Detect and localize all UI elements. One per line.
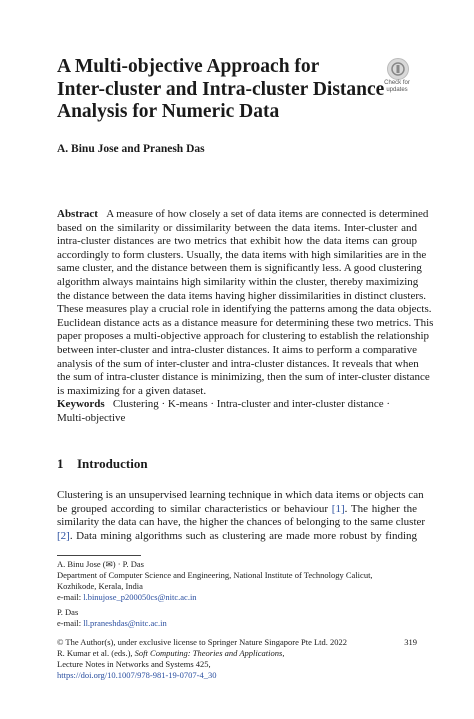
intro-text: . The higher the — [344, 502, 417, 515]
abstract-line: between inter-cluster and intra-cluster distances. It aims to perform a comparative — [57, 343, 417, 356]
title-line: A Multi-objective Approach for — [57, 56, 320, 77]
section-heading — [57, 456, 148, 472]
abstract-line: paper proposes a multi-objective approach for clustering to establish the relationship — [57, 330, 430, 343]
abstract-line: same cluster, and the distance between them is significantly less. A good clustering — [57, 262, 422, 275]
abstract-line: based on the similarity or dissimilarity between the data items. Inter-cluster and — [57, 221, 417, 234]
intro-text: . Data mining algorithms such as clustering are made more robust by finding — [69, 529, 417, 542]
email-label: e-mail: — [57, 592, 84, 602]
abstract — [57, 208, 434, 398]
abstract-line: the distance between the data items having higher dissimilarities in distinct clusters. — [57, 289, 427, 302]
badge-line: Check for — [384, 80, 410, 86]
abstract-line: intra-cluster distances are two metrics that exhibit how the data items can group — [57, 235, 417, 248]
doi-link[interactable]: https://doi.org/10.1007/978-981-19-0707-4_30 — [57, 670, 217, 680]
email-link[interactable]: l.binujose_p200050cs@nitc.ac.in — [83, 592, 197, 602]
affiliation-department: Department of Computer Science and Engineering, National Institute of Technology Calicut, — [57, 570, 373, 580]
check-for-updates-badge[interactable] — [376, 58, 418, 98]
abstract-line: analysis of the sum of inter-cluster and intra-cluster distances. It reveals that when — [57, 357, 419, 370]
abstract-line: These measures play a crucial role in identifying the patterns among the data objects. — [57, 303, 432, 316]
paper-title — [57, 56, 385, 124]
citation-text: , — [282, 648, 285, 658]
intro-text: be grouped according to similar characteristics or behaviour — [57, 502, 332, 515]
copyright-block — [57, 637, 417, 681]
author-affiliation — [57, 607, 417, 629]
page-number: 319 — [404, 637, 417, 647]
affiliation-names: A. Binu Jose (✉) · P. Das — [57, 559, 144, 569]
book-title: Soft Computing: Theories and Applications — [134, 648, 283, 658]
keywords-label: Keywords — [57, 398, 105, 410]
introduction-paragraph — [57, 489, 426, 543]
abstract-label: Abstract — [57, 208, 98, 220]
citation-link[interactable]: [2] — [57, 529, 70, 542]
copyright-line: © The Author(s), under exclusive license to Springer Nature Singapore Pte Ltd. 2022 — [57, 637, 348, 647]
email-link[interactable]: ll.praneshdas@nitc.ac.in — [83, 618, 167, 628]
keywords-line: Multi-objective — [57, 411, 126, 424]
affiliation-name: P. Das — [57, 607, 79, 617]
email-label: e-mail: — [57, 618, 84, 628]
badge-line: updates — [386, 87, 408, 93]
intro-line: Clustering is an unsupervised learning technique in which data items or objects can — [57, 489, 424, 501]
section-number: 1 — [57, 456, 64, 471]
series-line: Lecture Notes in Networks and Systems 425, — [57, 659, 211, 669]
abstract-line: accordingly to form clusters. Usually, the data items with high similarities are in the — [57, 248, 427, 261]
citation-text: R. Kumar et al. (eds.), — [57, 648, 135, 658]
abstract-line: algorithm always maintains high similarity within the cluster, thereby maximizing — [57, 275, 419, 288]
citation-link[interactable]: [1] — [331, 502, 345, 515]
affiliation-city: Kozhikode, Kerala, India — [57, 581, 143, 591]
title-line: Analysis for Numeric Data — [57, 101, 280, 122]
keywords — [57, 398, 417, 425]
footnote-divider — [57, 555, 141, 556]
check-updates-icon — [387, 58, 409, 80]
author-list: A. Binu Jose and Pranesh Das — [57, 143, 205, 155]
title-line: Inter-cluster and Intra-cluster Distance — [57, 78, 385, 100]
abstract-line: Euclidean distance acts as a distance measure for determining these two metrics. This — [57, 316, 434, 329]
section-title: Introduction — [77, 456, 148, 471]
keywords-line: Clustering · K-means · Intra-cluster and inter-cluster distance · — [112, 398, 391, 410]
author-affiliation — [57, 559, 417, 603]
intro-line: similarity the data can have, the higher the chances of belonging to the same cluster — [57, 516, 426, 529]
abstract-line: the sum of intra-cluster distance is minimizing, then the sum of inter-cluster distance — [57, 371, 430, 384]
abstract-line: A measure of how closely a set of data items are connected is determined — [106, 208, 429, 220]
abstract-line: is maximizing for a given dataset. — [57, 384, 207, 397]
